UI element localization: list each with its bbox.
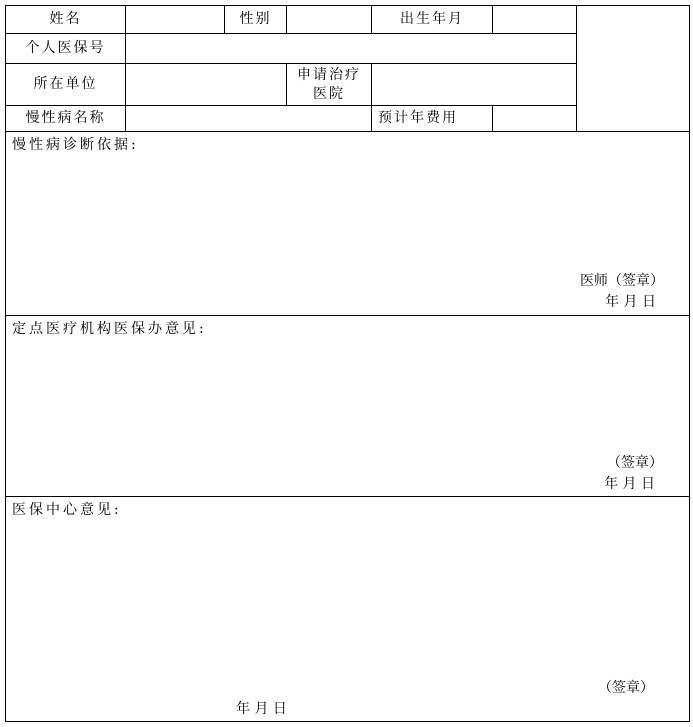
treatment-hospital-label [287,64,372,106]
treatment-hospital-value-cell[interactable] [372,64,577,106]
gender-value-cell[interactable] [287,6,372,34]
work-unit-value-cell[interactable] [126,64,287,106]
institution-date-label: 年 月 日 [604,476,655,492]
center-date-label: 年 月 日 [236,701,287,717]
institution-opinion-title: 定点医疗机构医保办意见: [12,321,207,337]
disease-name-label: 慢性病名称 [6,106,126,132]
name-value-cell[interactable] [126,6,225,34]
diagnosis-date-label: 年 月 日 [605,294,656,310]
photo-cell[interactable] [577,6,690,132]
physician-seal-label: 医师（签章） [580,273,664,289]
diagnosis-basis-section[interactable] [6,132,690,316]
annual-cost-label: 预计年费用 [372,106,493,132]
treatment-hospital-label-line1: 申请治疗 [297,66,361,83]
birth-date-label: 出生年月 [372,6,493,34]
birth-date-value-cell[interactable] [493,6,577,34]
center-seal-label: （签章） [598,680,654,696]
name-label: 姓名 [6,6,126,34]
center-opinion-title: 医保中心意见: [12,502,122,518]
disease-name-value-cell[interactable] [126,106,372,132]
diagnosis-basis-title: 慢性病诊断依据: [12,137,139,153]
header-row-1 [6,6,690,34]
diagnosis-section-row [6,132,690,316]
work-unit-label: 所在单位 [6,64,126,106]
institution-opinion-section[interactable] [6,316,690,497]
annual-cost-value-cell[interactable] [493,106,577,132]
insurance-no-label: 个人医保号 [6,34,126,64]
institution-seal-label: （签章） [607,455,663,471]
treatment-hospital-label-line2: 医院 [313,85,345,102]
gender-label: 性别 [225,6,287,34]
center-opinion-section[interactable] [6,497,690,722]
institution-opinion-section-row [6,316,690,497]
insurance-no-value-cell[interactable] [126,34,577,64]
center-opinion-section-row [6,497,690,722]
application-form-table [5,5,690,722]
